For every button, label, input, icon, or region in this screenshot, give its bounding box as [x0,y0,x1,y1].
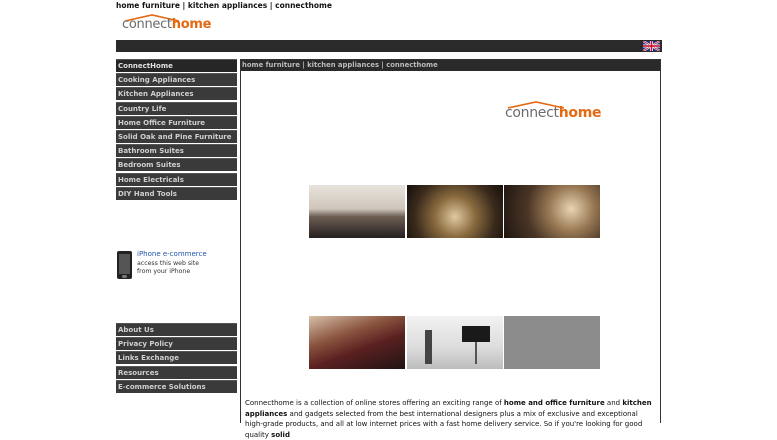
uk-flag-icon[interactable] [643,41,660,51]
sidebar-nav [116,59,237,201]
footer-nav [116,323,237,394]
description-text: Connecthome is a collection of online stores offering an exciting range of home and office furniture and kitchen appliances and gadgets selected from the best international designers plus a mix of exclusive and exceptional high-grade products, and all at low internet prices with a fast home delivery service. So if you're looking for good quality solid [245,399,652,439]
photo-kitchen[interactable] [309,185,405,238]
logo-text-connect: connect [122,17,172,32]
top-bar [116,40,662,52]
iphone-promo-title: iPhone e-commerce [137,250,207,258]
sidebar-item-home-electricals[interactable]: Home Electricals [116,173,237,186]
iphone-icon [117,251,132,279]
footer-item-resources[interactable]: Resources [116,366,237,379]
iphone-promo-line1: access this web site [137,260,200,267]
photo-placeholder [504,316,600,369]
main-header: home furniture | kitchen appliances | connecthome [241,60,660,71]
photo-electricals[interactable] [407,316,503,369]
link-home-office-furniture[interactable]: home and office furniture [503,399,605,407]
sidebar-item-cooking-appliances[interactable]: Cooking Appliances [116,73,237,86]
photo-bedroom[interactable] [309,316,405,369]
footer-item-about-us[interactable]: About Us [116,323,237,336]
sidebar-item-home-office-furniture[interactable]: Home Office Furniture [116,116,237,129]
logo-text-home: home [171,17,212,32]
main-content [240,59,661,439]
photo-living-room[interactable] [504,185,600,238]
sidebar-item-kitchen-appliances[interactable]: Kitchen Appliances [116,87,237,100]
iphone-promo-line2: from your iPhone [137,268,191,275]
tv-icon [407,316,503,369]
sidebar-item-bedroom-suites[interactable]: Bedroom Suites [116,158,237,171]
sidebar-item-country-life[interactable]: Country Life [116,102,237,115]
sidebar-item-bathroom-suites[interactable]: Bathroom Suites [116,144,237,157]
photo-dining[interactable] [407,185,503,238]
footer-item-ecommerce-solutions[interactable]: E-commerce Solutions [116,380,237,393]
footer-item-privacy-policy[interactable]: Privacy Policy [116,337,237,350]
footer-item-links-exchange[interactable]: Links Exchange [116,351,237,364]
main-logo-text-home: home [558,105,602,121]
main-logo-text-connect: connect [505,105,559,121]
iphone-promo[interactable] [117,250,217,280]
sidebar-item-solid-oak-pine[interactable]: Solid Oak and Pine Furniture [116,130,237,143]
link-kitchen-appliances[interactable]: kitchen appliances [245,399,652,418]
page-title: home furniture | kitchen appliances | connecthome [116,1,332,10]
main-logo [505,101,602,121]
sidebar-item-diy-hand-tools[interactable]: DIY Hand Tools [116,187,237,200]
sidebar-item-connecthome[interactable]: ConnectHome [116,59,237,72]
site-logo[interactable] [122,14,214,32]
